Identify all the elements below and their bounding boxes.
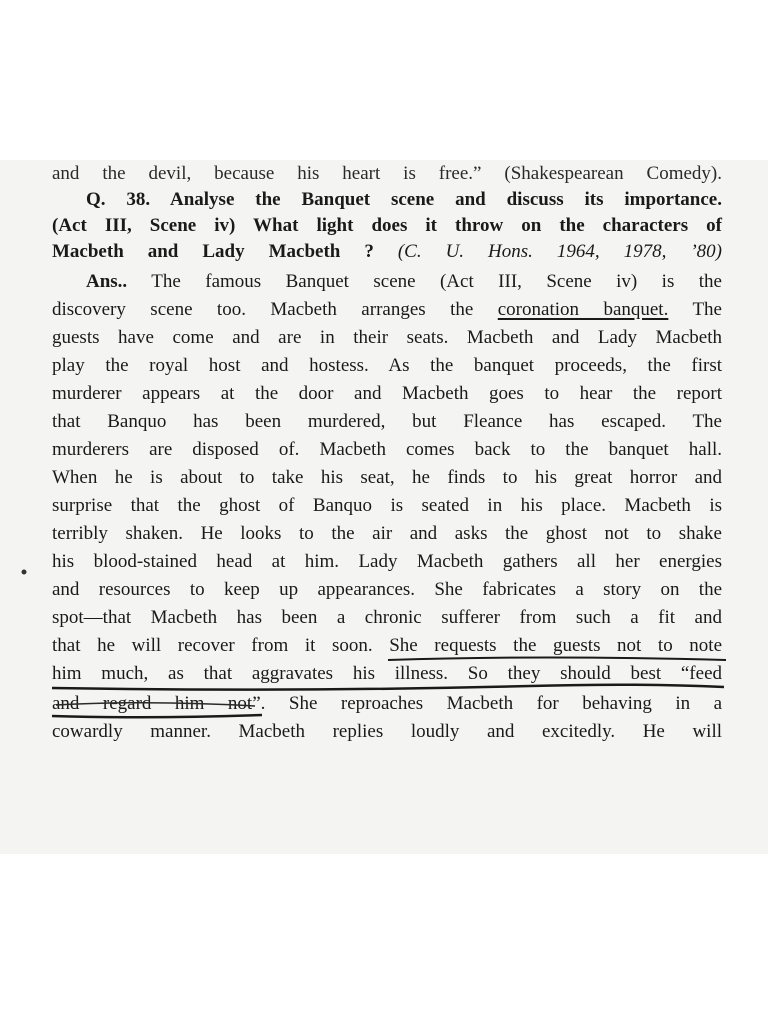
answer-line-16: [52, 692, 722, 716]
question-text-3: Macbeth and Lady Macbeth ?: [52, 241, 374, 262]
answer-line-17: [52, 720, 722, 744]
question-number: Q. 38.: [86, 189, 151, 210]
answer-text-10: terribly shaken. He looks to the air and asks the ghost not to shake: [52, 523, 722, 544]
answer-line-14: [52, 634, 722, 658]
question-line-1: [86, 188, 722, 212]
answer-text-4: play the royal host and hostess. As the banquet proceeds, the first: [52, 355, 722, 376]
answer-line-10: [52, 522, 722, 546]
answer-text-12: and resources to keep up appearances. She fabricates a story on the: [52, 579, 722, 600]
answer-line-2: [52, 298, 722, 322]
answer-line-5: [52, 382, 722, 406]
answer-line-7: [52, 438, 722, 462]
answer-text-17: cowardly manner. Macbeth replies loudly and excitedly. He will: [52, 721, 722, 742]
answer-text-6: that Banquo has been murdered, but Fleance has escaped. The: [52, 411, 722, 432]
answer-text-2b: The: [692, 299, 722, 320]
answer-text-1: The famous Banquet scene (Act III, Scene iv) is the: [151, 271, 722, 292]
ink-speck: [22, 570, 27, 575]
answer-line-1: [86, 270, 722, 294]
answer-text-3: guests have come and are in their seats. Macbeth and Lady Macbeth: [52, 327, 722, 348]
answer-text-8: When he is about to take his seat, he finds to his great horror and: [52, 467, 722, 488]
text-line-1-content: and the devil, because his heart is free.” (Shakespearean Comedy).: [52, 163, 722, 184]
underlined-request-text: She requests the guests not to note: [389, 635, 723, 656]
scanned-page: [0, 160, 768, 854]
answer-line-13: [52, 606, 722, 630]
answer-line-12: [52, 578, 722, 602]
exam-reference: (C. U. Hons. 1964, 1978, ’80): [397, 241, 722, 262]
answer-line-3: [52, 326, 722, 350]
answer-text-16b: She reproaches Macbeth for behaving in a: [288, 693, 723, 714]
answer-line-8: [52, 466, 722, 490]
underlined-feed-regard: and regard him not”.: [52, 693, 266, 714]
answer-line-4: [52, 354, 722, 378]
answer-text-7: murderers are disposed of. Macbeth comes back to the banquet hall.: [52, 439, 722, 460]
answer-text-5: murderer appears at the door and Macbeth goes to hear the report: [52, 383, 722, 404]
answer-text-9: surprise that the ghost of Banquo is seated in his place. Macbeth is: [52, 495, 722, 516]
answer-text-15: him much, as that aggravates his illness. So they should best “feed: [52, 663, 722, 684]
answer-line-11: [52, 550, 722, 574]
question-line-2: [52, 214, 722, 238]
text-line-1: [52, 162, 722, 186]
answer-text-13: spot—that Macbeth has been a chronic sufferer from such a fit and: [52, 607, 722, 628]
answer-text-11: his blood-stained head at him. Lady Macbeth gathers all her energies: [52, 551, 722, 572]
answer-label: Ans..: [86, 271, 128, 292]
answer-text-14a: that he will recover from it soon.: [52, 635, 373, 656]
answer-line-15: [52, 662, 722, 686]
answer-line-9: [52, 494, 722, 518]
question-line-3: [52, 240, 722, 264]
underlined-coronation-banquet: coronation banquet.: [497, 299, 669, 320]
question-text-2: (Act III, Scene iv) What light does it throw on the characters of: [52, 215, 722, 236]
answer-text-2a: discovery scene too. Macbeth arranges the: [52, 299, 474, 320]
answer-line-6: [52, 410, 722, 434]
question-text-1: Analyse the Banquet scene and discuss its importance.: [169, 189, 722, 210]
